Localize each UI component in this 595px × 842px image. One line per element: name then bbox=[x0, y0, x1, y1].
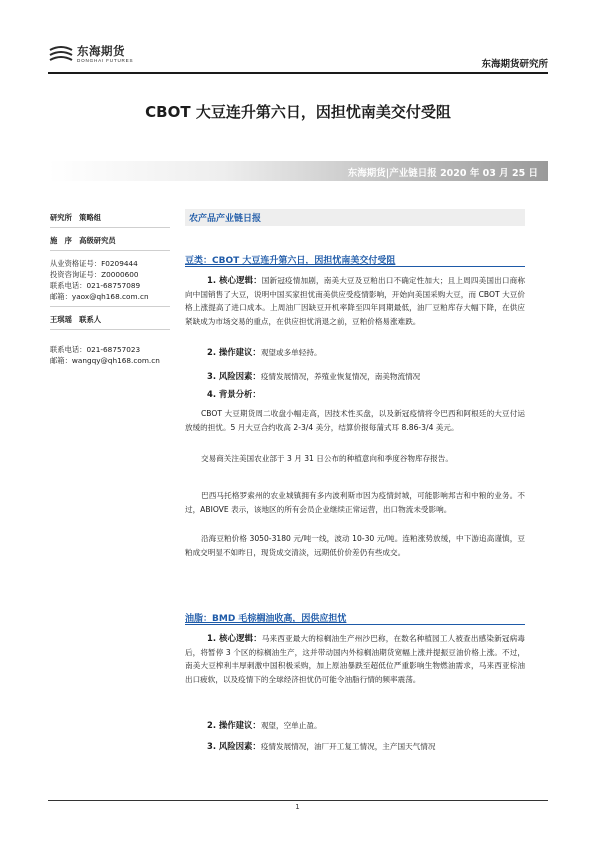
report-dateline: 东海期货|产业链日报 2020 年 03 月 25 日 bbox=[347, 168, 538, 179]
page-number: 1 bbox=[295, 803, 300, 811]
analyst-email: 邮箱：yaox@qh168.com.cn bbox=[50, 292, 149, 301]
soy-section-divider bbox=[185, 266, 525, 267]
analyst-phone: 联系电话：021-68757089 bbox=[50, 281, 141, 290]
soy-advice-text: 观望或多单轻持。 bbox=[260, 348, 322, 357]
oil-section-title: 油脂：BMD 毛棕榈油收高，因供应担忧 bbox=[185, 614, 347, 624]
report-title: CBOT 大豆连升第六日，因担忧南美交付受阻 bbox=[145, 103, 451, 121]
category-label: 农产品产业链日报 bbox=[189, 214, 262, 224]
logo-english: DONGHAI FUTURES bbox=[77, 58, 134, 63]
soy-bg-paragraph: 交易商关注美国农业部于 3 月 31 日公布的种植意向和季度谷物库存报告。 bbox=[201, 454, 453, 463]
oil-advice-text: 观望，空单止盈。 bbox=[260, 721, 322, 730]
soy-logic-label: 1. 核心逻辑： bbox=[207, 275, 262, 285]
soy-bg-label: 4. 背景分析： bbox=[207, 389, 261, 399]
oil-logic-label: 1. 核心逻辑： bbox=[207, 633, 262, 643]
oil-core-logic bbox=[185, 632, 525, 686]
donghai-logo-icon bbox=[48, 42, 74, 66]
soy-background bbox=[185, 388, 525, 402]
oil-risk bbox=[185, 740, 525, 754]
soy-core-logic bbox=[185, 274, 525, 328]
oil-logic-text: 马来西亚最大的棕榈油生产州沙巴称，在数名种植园工人被查出感染新冠病毒后，将暂停 3 个区的棕榈油生产，这并带动国内外棕榈油期货宽幅上涨并提振豆油价格上涨。不过，南美大豆榨利丰厚刺激中国积极采购，加上原油暴跌至超低位严重影响生物燃油需求，马来西亚棕油出口疲软，以及疫情下的全球经济担忧仍可能令油脂行情的频率震荡。 bbox=[185, 634, 525, 684]
oil-section-divider bbox=[185, 624, 525, 625]
contact-phone: 联系电话：021-68757023 bbox=[50, 345, 141, 354]
sidebar-divider bbox=[50, 250, 170, 251]
footer-divider bbox=[48, 800, 548, 801]
oil-risk-text: 疫情发展情况，油厂开工复工情况，主产国天气情况 bbox=[260, 742, 436, 751]
oil-risk-label: 3. 风险因素： bbox=[207, 741, 261, 751]
logo-chinese: 东海期货 bbox=[77, 44, 125, 58]
soy-risk-label: 3. 风险因素： bbox=[207, 371, 261, 381]
soy-bg-paragraph: CBOT 大豆期货周二收盘小幅走高，因技术性买盘，以及新冠疫情将令巴西和阿根廷的大豆付运放缓的担忧。5 月大豆合约收高 2-3/4 美分，结算价报每蒲式耳 8.86-3/4 美元。 bbox=[185, 409, 525, 432]
contact-email: 邮箱：wangqy@qh168.com.cn bbox=[50, 356, 160, 365]
contact-name: 王琪瑶 联系人 bbox=[50, 315, 102, 324]
soy-risk-text: 疫情发展情况，养殖业恢复情况，南美物流情况 bbox=[260, 372, 421, 381]
analyst-consult-cert: 投资咨询证号：Z0000600 bbox=[50, 270, 139, 279]
institute-name: 东海期货研究所 bbox=[481, 59, 548, 70]
analyst-cert: 从业资格证号：F0209444 bbox=[50, 259, 138, 268]
soy-advice-label: 2. 操作建议： bbox=[207, 347, 261, 357]
soy-bg-paragraph: 沿海豆粕价格 3050-3180 元/吨一线，波动 10-30 元/吨。连粕涨势放缓，中下游追高谨慎，豆粕成交明显不如昨日，现货成交清淡，远期低价价差仍有些成交。 bbox=[185, 534, 525, 557]
author-sidebar bbox=[50, 212, 170, 366]
dateline-band bbox=[48, 161, 548, 181]
soy-section-title: 豆类：CBOT 大豆连升第六日，因担忧南美交付受阻 bbox=[185, 256, 396, 266]
soy-advice bbox=[185, 346, 525, 360]
category-header bbox=[185, 209, 525, 226]
analyst-name: 施 序 高级研究员 bbox=[50, 236, 116, 245]
sidebar-divider bbox=[50, 306, 170, 307]
sidebar-divider bbox=[50, 329, 170, 330]
header-divider bbox=[48, 72, 548, 74]
soy-bg-paragraph: 巴西马托格罗索州的农业城镇拥有多内波利斯市因为疫情封城，可能影响邦吉和中粮的业务。不过，ABIOVE 表示，该地区的所有会员企业继续正常运营，出口物流未受影响。 bbox=[185, 491, 525, 514]
page-header bbox=[48, 38, 548, 72]
soy-risk bbox=[185, 370, 525, 384]
sidebar-divider bbox=[50, 227, 170, 228]
oil-advice-label: 2. 操作建议： bbox=[207, 720, 261, 730]
sidebar-dept: 研究所 策略组 bbox=[50, 213, 102, 222]
oil-advice bbox=[185, 719, 525, 733]
soy-logic-text: 国新冠疫情加剧，南美大豆及豆粕出口不确定性加大；且上周四美国出口商称向中国销售了大豆，说明中国买家担忧南美供应受疫情影响，开始向美国采购大豆，而 CBOT 大豆价格上涨提高了进口成本。上周油厂因缺豆开机率降至四年同期最低，油厂豆粕库存大幅下降，在供应紧缺成为市场交易的重点，在供应担忧消退之前，豆粕价格易涨难跌。 bbox=[185, 276, 525, 326]
